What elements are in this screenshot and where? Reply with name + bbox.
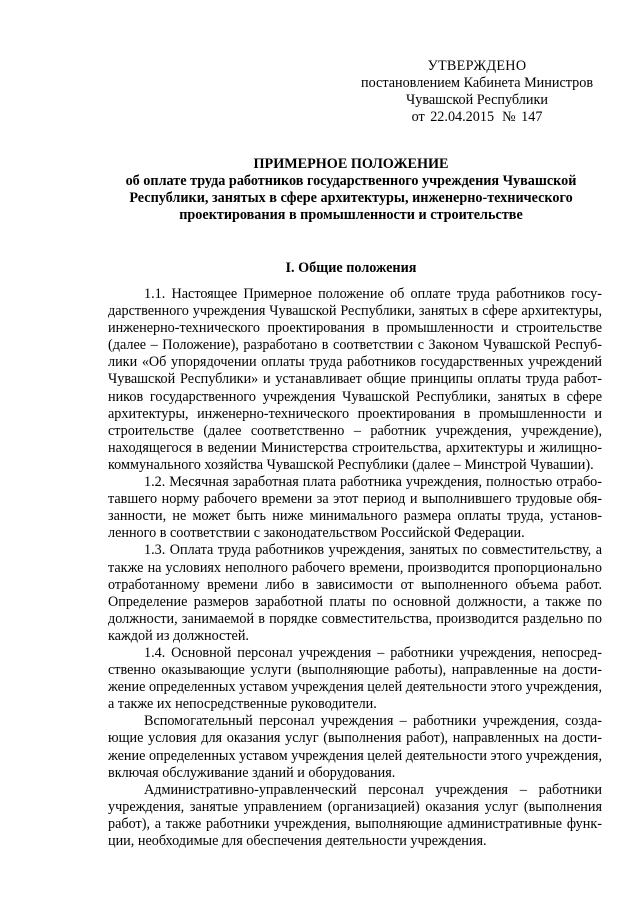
title-line-1: ПРИМЕРНОЕ ПОЛОЖЕНИЕ (253, 156, 449, 172)
approval-date-line (352, 109, 602, 126)
document-body (108, 286, 602, 850)
paragraph-1-4: 1.4. Основной персонал учреждения – работники учреждения, непосредственно оказывающие услуги (выполняющие работы), направленные на достижение определенных уставом учреждения целей деятельности этого учреждения, а также их непосредственные руководители. (108, 644, 602, 713)
paragraph-1-1: 1.1. Настоящее Примерное положение об оплате труда работников государственного учреждения Чувашской Республики, занятых в сфере архитектуры, инженерно-технического проектирования в промышленности и строительстве (далее – Положение), разработано в соответствии с Законом Чувашской Республики «Об упорядочении оплаты труда работников государственных учреждений Чувашской Республики» и устанавливает общие принципы оплаты труда работников государственного учреждения Чувашской Республики, занятых в сфере архитектуры, инженерно-технического проектирования в промышленности и строительстве (далее соответственно – работник учреждения, учреждение), находящегося в ведении Министерства строительства, архитектуры и жилищно-коммунального хозяйства Чувашской Республики (далее – Минстрой Чувашии). (108, 286, 602, 473)
paragraph-1-3: 1.3. Оплата труда работников учреждения, занятых по совместительству, а также на условиях неполного рабочего времени, производится пропорционально отработанному времени либо в зависимости от выполненного объема работ. Определение размеров заработной платы по основной должности, а также по должности, занимаемой в порядке совместительства, производится раздельно по каждой из должностей. (108, 542, 602, 644)
title-line-2: об оплате труда работников государственного учреждения Чувашской (125, 173, 577, 189)
approval-number: № 147 (502, 109, 543, 125)
paragraph-1-2: 1.2. Месячная заработная плата работника учреждения, полностью отработавшего норму рабочего времени за этот период и выполнившего трудовые обязанности, не может быть ниже минимального размера оплаты труда, установленного в соответствии с законодательством Российской Федерации. (108, 474, 602, 542)
title-line-3: Республики, занятых в сфере архитектуры, инженерно-технического (129, 190, 573, 206)
approval-heading: УТВЕРЖДЕНО (427, 58, 527, 74)
document-title (100, 156, 602, 224)
approval-region: Чувашской Республики (406, 92, 548, 108)
paragraph-admin-staff: Административно-управленческий персонал учреждения – работники учреждения, занятые управлением (организацией) оказания услуг (выполнения работ), а также работники учреждения, выполняющие административные функции, необходимые для обеспечения деятельности учреждения. (108, 781, 602, 849)
approval-date: от 22.04.2015 (411, 109, 495, 125)
title-line-4: проектирования в промышленности и строительстве (179, 207, 523, 223)
approval-stamp (352, 58, 602, 126)
paragraph-support-staff: Вспомогательный персонал учреждения – работники учреждения, создающие условия для оказания услуг (выполнения работ), направленных на достижение определенных уставом учреждения целей деятельности этого учреждения, включая обслуживание зданий и оборудования. (108, 713, 602, 781)
section-heading: I. Общие положения (285, 260, 417, 276)
approval-authority: постановлением Кабинета Министров (360, 75, 594, 91)
